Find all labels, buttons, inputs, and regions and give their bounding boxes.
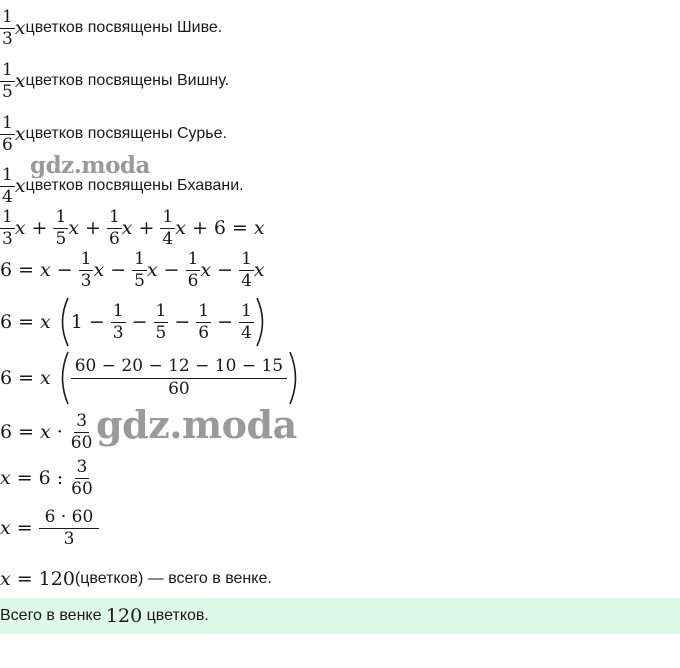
variable-x: x [253,217,265,240]
right-paren-icon [287,350,303,406]
fraction: $\frac{3}{60}$ [71,457,93,499]
statement-surya [0,114,227,154]
numerator: 60 − 20 − 12 − 10 − 15 [71,357,287,379]
statement-text: цветков посвящены Шиве. [25,19,223,37]
equation-division [0,458,95,498]
variable-x: x [68,217,80,240]
equation-sum [0,208,265,248]
denominator: 6 [2,134,13,155]
minus-sign: − [131,311,148,333]
fraction-one-sixth [0,114,15,154]
fraction: $\frac{3}{60}$ [70,411,93,453]
result-text: (цветков) — всего в венке. [74,570,272,587]
plus-sign: + [31,217,48,240]
equation-factored [0,296,270,348]
variable-x: x [14,217,26,240]
numerator: 1 [2,60,13,80]
equals-sign: = [16,467,33,490]
variable-x: x [0,467,11,490]
statement-shiva [0,8,222,48]
equation-common-denominator [0,350,303,406]
equation-result [0,568,272,590]
minus-sign: − [56,259,73,282]
left-paren-icon [55,350,71,406]
number: 6 [0,367,13,389]
answer-text: Всего в венке [0,607,106,624]
variable-x: x [175,217,186,240]
variable-x: x [14,17,26,40]
fraction-one-fourth [0,166,15,206]
fraction-combined [71,357,287,398]
equals-sign: = [18,311,35,333]
minus-sign: − [217,259,234,282]
fraction-one-fifth [0,61,15,101]
fraction: $\frac{1}{3}$ [2,207,13,249]
fraction-one-third [0,8,15,48]
answer-value: 120 [105,605,143,627]
plus-sign: + [138,217,155,240]
equation-subtraction [0,250,265,290]
equals-sign: = [231,217,248,240]
answer-box [0,598,680,634]
minus-sign: − [217,311,233,333]
fraction: $\frac{1}{6}$ [198,300,210,343]
statement-vishnu [0,61,229,101]
variable-x: x [40,311,51,333]
variable-x: x [14,175,26,198]
divide-sign: : [56,467,64,490]
variable-x: x [40,421,51,444]
fraction: $\frac{1}{6}$ [108,207,120,249]
variable-x: x [146,259,158,282]
numerator: 1 [2,7,13,27]
variable-x: x [93,259,105,282]
number: 6 [0,311,13,333]
denominator: 3 [2,28,13,49]
fraction: $\frac{1}{4}$ [241,249,252,291]
equation-simplified [0,412,94,452]
number: 6 [0,259,13,282]
fraction: $\frac{1}{4}$ [241,300,252,343]
number: 6 [38,467,51,490]
number: 6 [213,217,226,240]
fraction: $\frac{1}{6}$ [187,249,199,291]
answer-text-end: цветков. [142,607,209,624]
equals-sign: = [18,367,35,389]
number: 1 [70,311,83,333]
statement-text: цветков посвящены Бхавани. [25,177,244,195]
equals-sign: = [16,568,33,590]
variable-x: x [14,70,26,93]
equals-sign: = [18,421,35,444]
variable-x: x [40,259,51,282]
fraction: $\frac{1}{4}$ [162,207,174,249]
variable-x: x [200,259,212,282]
fraction: $\frac{6 \cdot 60}{3}$ [39,508,100,548]
denominator: 4 [2,186,13,207]
variable-x: x [40,367,51,389]
minus-sign: − [174,311,191,333]
variable-x: x [14,123,26,146]
denominator: 5 [2,81,13,102]
variable-x: x [0,568,11,590]
number: 6 [0,421,13,444]
variable-x: x [121,217,133,240]
variable-x: x [253,259,265,282]
minus-sign: − [163,259,180,282]
fraction: $\frac{1}{5}$ [155,300,167,343]
equation-product [0,508,99,548]
fraction: $\frac{1}{3}$ [112,300,124,343]
numerator: 1 [2,113,13,133]
variable-x: x [0,517,11,540]
minus-sign: − [88,311,105,333]
left-paren-icon [55,296,71,348]
result-value: 120 [38,568,75,590]
right-paren-icon [254,296,270,348]
statement-bhavani [0,166,244,206]
plus-sign: + [191,217,208,240]
equals-sign: = [18,259,35,282]
minus-sign: − [110,259,127,282]
fraction: $\frac{1}{5}$ [55,207,67,249]
fraction: $\frac{1}{5}$ [134,249,145,291]
numerator: 1 [2,165,13,185]
statement-text: цветков посвящены Сурье. [25,125,227,143]
watermark-small: gdz.moda [30,152,150,179]
denominator: 60 [168,379,190,399]
multiply-sign: · [56,421,63,444]
equals-sign: = [16,517,33,540]
plus-sign: + [85,217,101,240]
statement-text: цветков посвящены Вишну. [25,72,230,90]
watermark-large: gdz.moda [96,402,297,447]
fraction: $\frac{1}{3}$ [80,249,92,291]
